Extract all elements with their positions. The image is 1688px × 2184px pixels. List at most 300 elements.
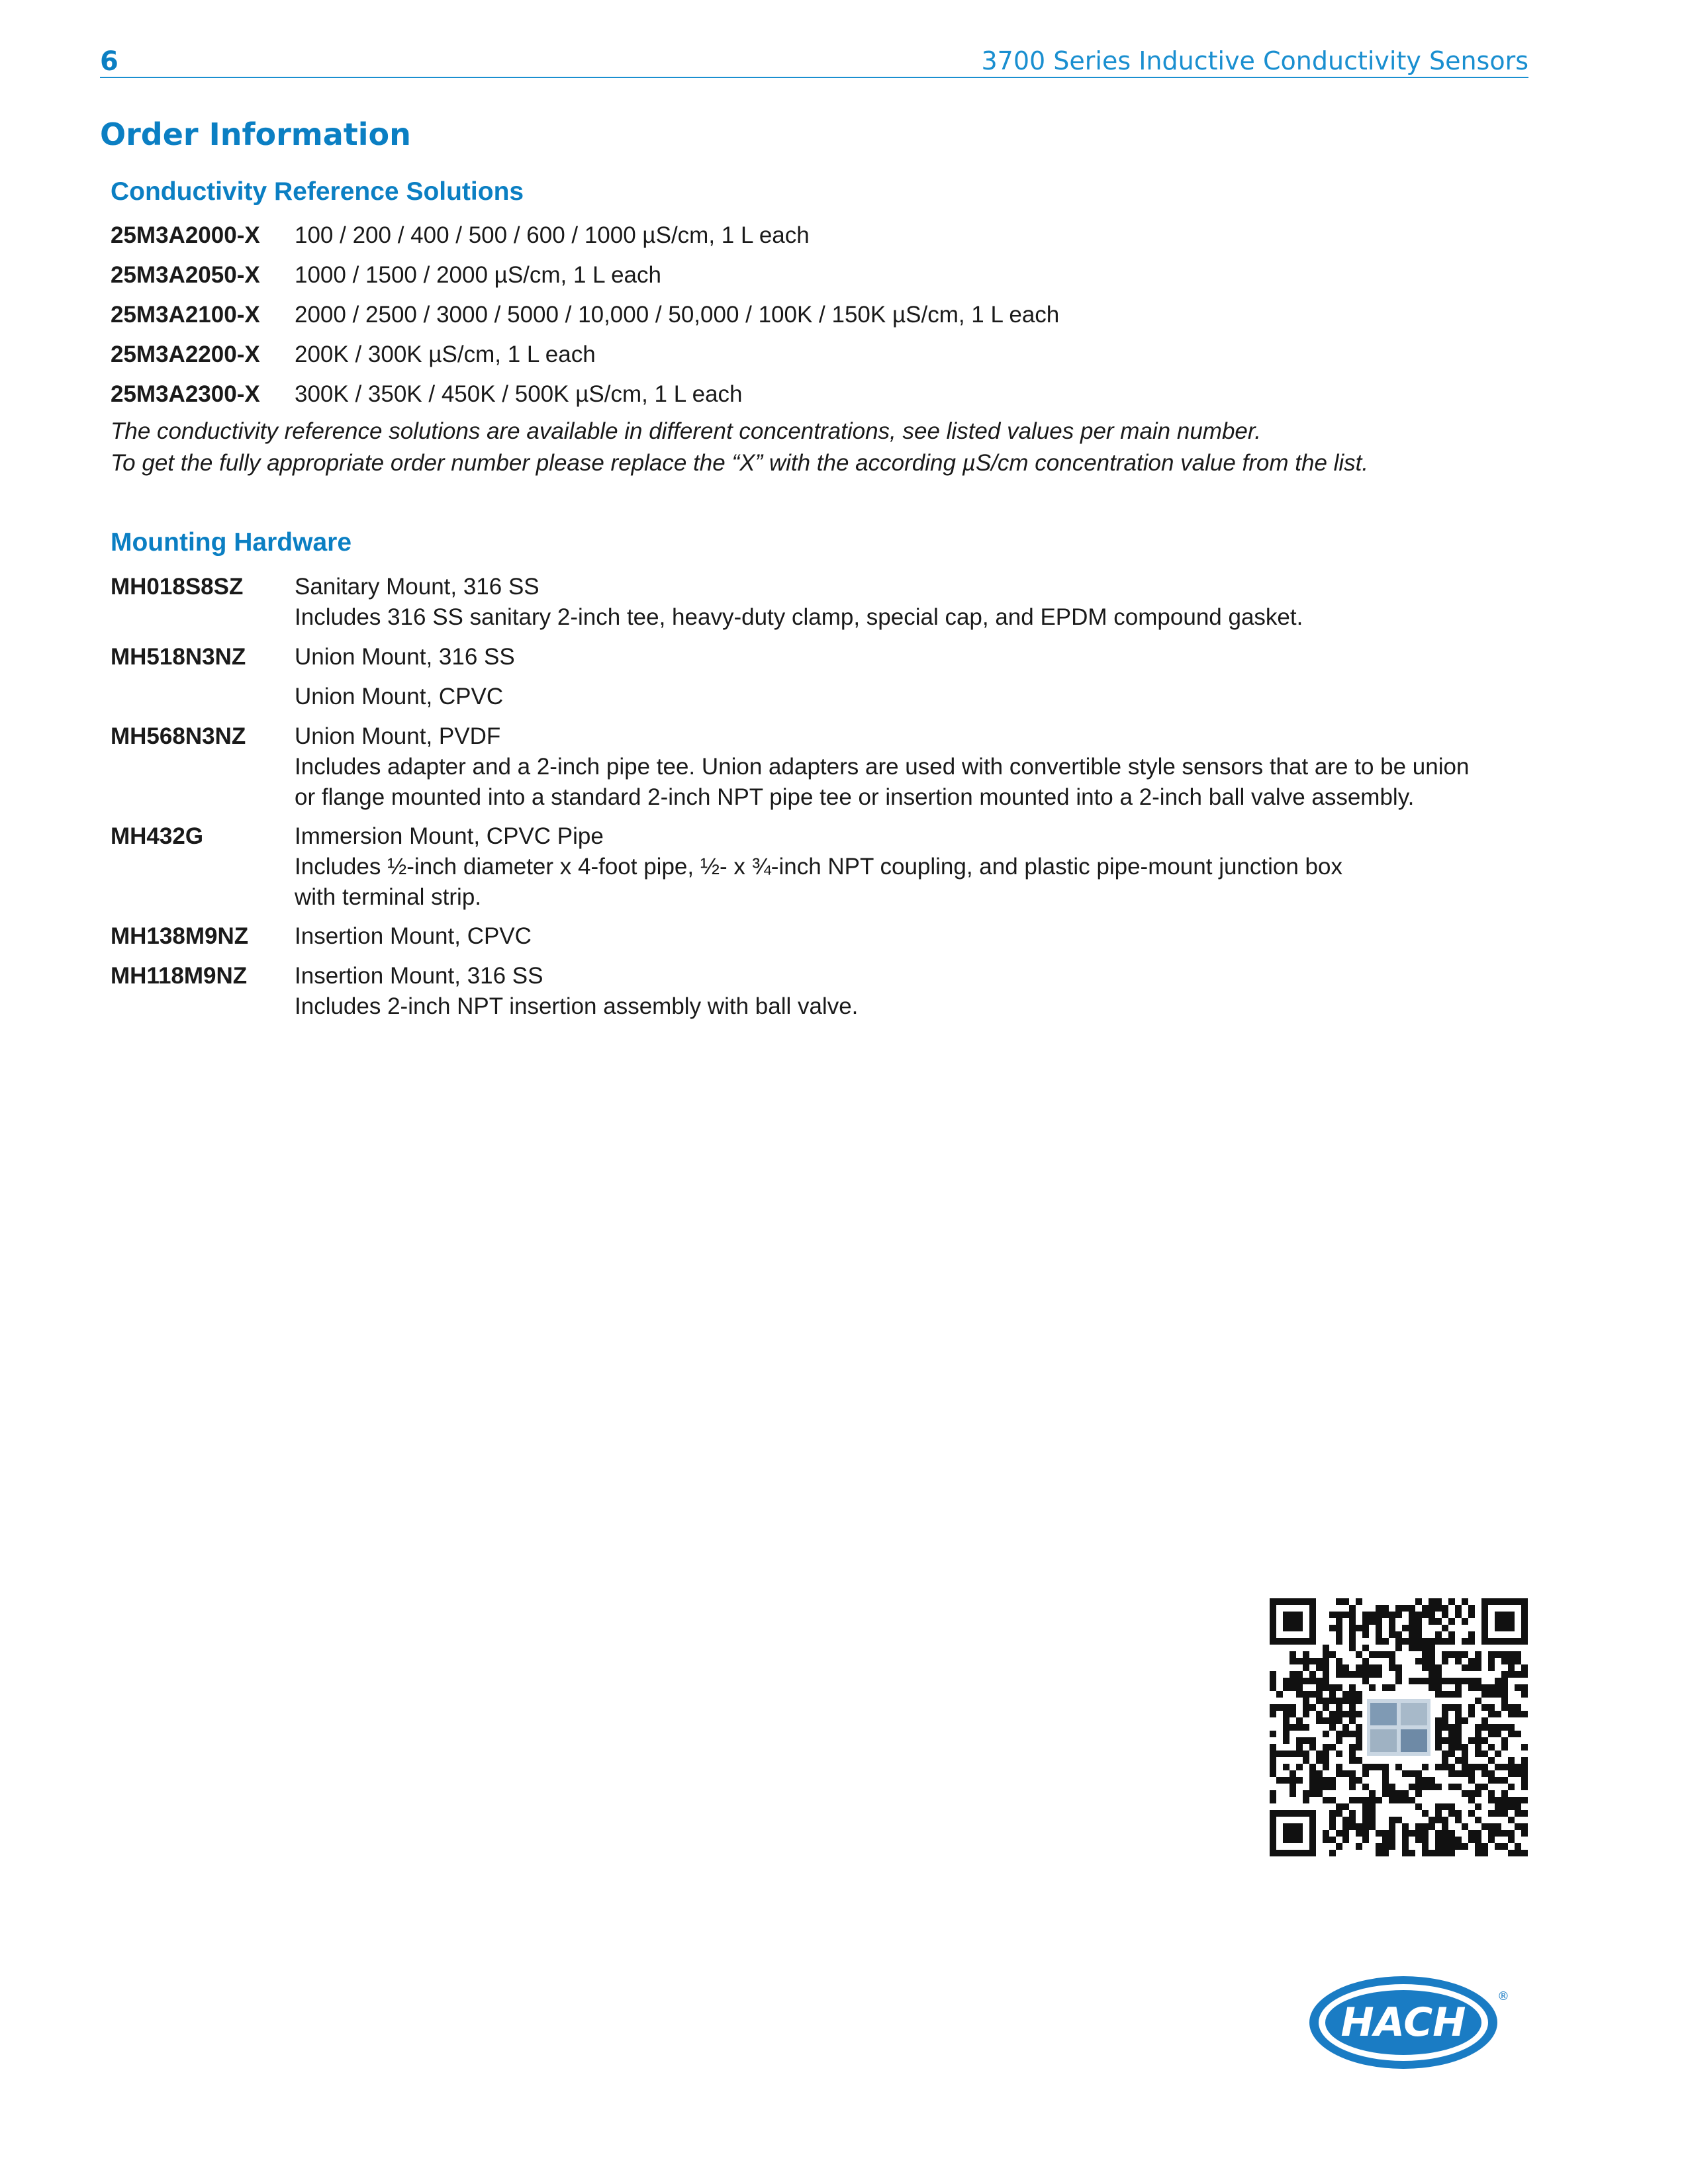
- hach-logo: [1307, 1972, 1513, 2071]
- qr-module: [1415, 1612, 1422, 1618]
- qr-module: [1395, 1797, 1402, 1803]
- qr-module: [1303, 1691, 1309, 1698]
- qr-module: [1402, 1790, 1409, 1797]
- qr-module: [1475, 1724, 1481, 1731]
- qr-module: [1409, 1631, 1415, 1638]
- qr-module: [1488, 1691, 1495, 1698]
- qr-module: [1402, 1605, 1409, 1612]
- qr-module: [1415, 1625, 1422, 1631]
- qr-module: [1442, 1691, 1448, 1698]
- qr-module: [1415, 1658, 1422, 1664]
- qr-module: [1422, 1830, 1429, 1837]
- qr-module: [1422, 1612, 1429, 1618]
- qr-module: [1422, 1810, 1429, 1817]
- qr-module: [1468, 1658, 1475, 1664]
- qr-module: [1276, 1691, 1283, 1698]
- qr-module: [1289, 1704, 1296, 1711]
- qr-module: [1508, 1704, 1515, 1711]
- order-code: 25M3A2300-X: [111, 381, 260, 407]
- qr-module: [1369, 1797, 1376, 1803]
- qr-module: [1389, 1797, 1395, 1803]
- qr-module: [1435, 1810, 1442, 1817]
- qr-module: [1501, 1651, 1508, 1658]
- qr-module: [1422, 1764, 1429, 1770]
- qr-module: [1495, 1684, 1501, 1691]
- qr-module: [1435, 1717, 1442, 1724]
- qr-module: [1495, 1751, 1501, 1757]
- qr-module: [1481, 1751, 1488, 1757]
- qr-module: [1515, 1850, 1521, 1856]
- qr-module: [1336, 1803, 1342, 1810]
- qr-module: [1296, 1737, 1303, 1744]
- qr-module: [1303, 1651, 1309, 1658]
- qr-module: [1349, 1605, 1356, 1612]
- qr-module: [1389, 1618, 1395, 1625]
- qr-module: [1356, 1731, 1362, 1737]
- qr-module: [1435, 1598, 1442, 1605]
- qr-module: [1501, 1678, 1508, 1684]
- qr-module: [1323, 1651, 1329, 1658]
- qr-module: [1442, 1658, 1448, 1664]
- qr-module: [1475, 1790, 1481, 1797]
- qr-module: [1462, 1638, 1468, 1645]
- qr-module: [1409, 1625, 1415, 1631]
- qr-module: [1289, 1671, 1296, 1678]
- qr-module: [1276, 1751, 1283, 1757]
- qr-module: [1468, 1764, 1475, 1770]
- qr-module: [1309, 1737, 1316, 1744]
- qr-module: [1435, 1817, 1442, 1823]
- qr-module: [1429, 1684, 1435, 1691]
- qr-module: [1362, 1664, 1369, 1671]
- qr-module: [1270, 1751, 1276, 1757]
- qr-module: [1395, 1671, 1402, 1678]
- qr-module: [1336, 1598, 1342, 1605]
- qr-module: [1349, 1784, 1356, 1790]
- qr-module: [1349, 1777, 1356, 1784]
- qr-module: [1429, 1618, 1435, 1625]
- qr-module: [1329, 1625, 1336, 1631]
- qr-module: [1495, 1691, 1501, 1698]
- qr-module: [1356, 1737, 1362, 1744]
- qr-module: [1356, 1625, 1362, 1631]
- qr-module: [1296, 1671, 1303, 1678]
- qr-module: [1508, 1658, 1515, 1664]
- qr-module: [1442, 1803, 1448, 1810]
- qr-module: [1475, 1731, 1481, 1737]
- qr-module: [1296, 1777, 1303, 1784]
- qr-module: [1289, 1790, 1296, 1797]
- qr-module: [1495, 1724, 1501, 1731]
- qr-module: [1495, 1810, 1501, 1817]
- qr-module: [1468, 1605, 1475, 1612]
- qr-module: [1475, 1837, 1481, 1843]
- qr-module: [1323, 1837, 1329, 1843]
- qr-module: [1356, 1664, 1362, 1671]
- qr-module: [1455, 1770, 1462, 1777]
- order-description: [295, 572, 1303, 633]
- qr-module: [1422, 1658, 1429, 1664]
- qr-module: [1515, 1671, 1521, 1678]
- qr-module: [1488, 1777, 1495, 1784]
- qr-module: [1369, 1764, 1376, 1770]
- qr-module: [1455, 1658, 1462, 1664]
- qr-module: [1309, 1764, 1316, 1770]
- qr-module: [1448, 1784, 1455, 1790]
- qr-module: [1316, 1717, 1323, 1724]
- qr-module: [1435, 1618, 1442, 1625]
- qr-module: [1342, 1671, 1349, 1678]
- qr-module: [1435, 1830, 1442, 1837]
- qr-module: [1495, 1830, 1501, 1837]
- qr-module: [1521, 1671, 1528, 1678]
- qr-module: [1316, 1678, 1323, 1684]
- qr-module: [1342, 1817, 1349, 1823]
- qr-module: [1356, 1671, 1362, 1678]
- qr-module: [1336, 1751, 1342, 1757]
- qr-module: [1402, 1843, 1409, 1850]
- qr-module: [1296, 1744, 1303, 1751]
- qr-module: [1389, 1612, 1395, 1618]
- qr-module: [1409, 1770, 1415, 1777]
- qr-module: [1329, 1744, 1336, 1751]
- qr-module: [1323, 1704, 1329, 1711]
- qr-module: [1521, 1850, 1528, 1856]
- qr-module: [1336, 1664, 1342, 1671]
- qr-module: [1389, 1790, 1395, 1797]
- qr-module: [1501, 1684, 1508, 1691]
- registered-mark: ®: [1497, 1989, 1509, 2003]
- qr-module: [1495, 1731, 1501, 1737]
- qr-module: [1303, 1751, 1309, 1757]
- qr-module: [1415, 1598, 1422, 1605]
- qr-module: [1448, 1638, 1455, 1645]
- qr-module: [1455, 1691, 1462, 1698]
- qr-module: [1336, 1737, 1342, 1744]
- qr-module: [1402, 1823, 1409, 1830]
- qr-module: [1283, 1724, 1289, 1731]
- qr-module: [1475, 1678, 1481, 1684]
- qr-module: [1316, 1770, 1323, 1777]
- qr-module: [1389, 1843, 1395, 1850]
- qr-module: [1442, 1651, 1448, 1658]
- qr-module: [1448, 1704, 1455, 1711]
- qr-module: [1508, 1711, 1515, 1717]
- qr-module: [1481, 1850, 1488, 1856]
- qr-module: [1329, 1684, 1336, 1691]
- order-description: [295, 682, 503, 712]
- qr-module: [1442, 1717, 1448, 1724]
- qr-module: [1422, 1605, 1429, 1612]
- qr-module: [1495, 1823, 1501, 1830]
- qr-module: [1448, 1843, 1455, 1850]
- qr-module: [1289, 1751, 1296, 1757]
- qr-module: [1521, 1797, 1528, 1803]
- qr-module: [1382, 1777, 1389, 1784]
- qr-module: [1323, 1797, 1329, 1803]
- qr-module: [1342, 1837, 1349, 1843]
- qr-module: [1362, 1678, 1369, 1684]
- qr-module: [1329, 1711, 1336, 1717]
- qr-module: [1389, 1784, 1395, 1790]
- qr-module: [1429, 1658, 1435, 1664]
- qr-module: [1382, 1830, 1389, 1837]
- qr-module: [1362, 1618, 1369, 1625]
- qr-module: [1468, 1830, 1475, 1837]
- qr-module: [1336, 1638, 1342, 1645]
- qr-module: [1442, 1711, 1448, 1717]
- qr-module: [1389, 1684, 1395, 1691]
- qr-module: [1501, 1737, 1508, 1744]
- qr-module: [1395, 1638, 1402, 1645]
- qr-module: [1442, 1830, 1448, 1837]
- qr-module: [1296, 1684, 1303, 1691]
- description-line: Includes 316 SS sanitary 2-inch tee, heavy-duty clamp, special cap, and EPDM compound gasket.: [295, 604, 1303, 630]
- qr-module: [1475, 1817, 1481, 1823]
- qr-module: [1270, 1790, 1276, 1797]
- qr-module: [1376, 1618, 1382, 1625]
- qr-module: [1356, 1711, 1362, 1717]
- qr-module: [1376, 1843, 1382, 1850]
- qr-module: [1475, 1803, 1481, 1810]
- qr-module: [1415, 1784, 1422, 1790]
- qr-module: [1349, 1797, 1356, 1803]
- qr-module: [1435, 1631, 1442, 1638]
- qr-module: [1323, 1764, 1329, 1770]
- qr-module: [1488, 1704, 1495, 1711]
- qr-module: [1475, 1698, 1481, 1704]
- qr-module: [1329, 1691, 1336, 1698]
- qr-module: [1376, 1638, 1382, 1645]
- qr-module: [1515, 1810, 1521, 1817]
- qr-module: [1455, 1612, 1462, 1618]
- qr-module: [1402, 1625, 1409, 1631]
- qr-module: [1475, 1764, 1481, 1770]
- qr-module: [1309, 1671, 1316, 1678]
- qr-module: [1303, 1678, 1309, 1684]
- qr-module: [1289, 1651, 1296, 1658]
- qr-module: [1415, 1823, 1422, 1830]
- qr-module: [1515, 1770, 1521, 1777]
- qr-module: [1349, 1638, 1356, 1645]
- order-code: MH518N3NZ: [111, 644, 246, 670]
- qr-module: [1303, 1664, 1309, 1671]
- qr-module: [1336, 1612, 1342, 1618]
- qr-module: [1455, 1731, 1462, 1737]
- qr-module: [1455, 1810, 1462, 1817]
- qr-module: [1429, 1823, 1435, 1830]
- qr-module: [1316, 1757, 1323, 1764]
- qr-module: [1389, 1658, 1395, 1664]
- qr-module: [1270, 1704, 1276, 1711]
- qr-module: [1521, 1810, 1528, 1817]
- qr-module: [1501, 1704, 1508, 1711]
- qr-module: [1270, 1744, 1276, 1751]
- qr-module: [1303, 1698, 1309, 1704]
- qr-module: [1309, 1784, 1316, 1790]
- qr-module: [1508, 1764, 1515, 1770]
- qr-module: [1501, 1671, 1508, 1678]
- qr-module: [1336, 1711, 1342, 1717]
- qr-module: [1342, 1724, 1349, 1731]
- qr-module: [1402, 1770, 1409, 1777]
- qr-module: [1362, 1810, 1369, 1817]
- qr-module: [1276, 1704, 1283, 1711]
- qr-module: [1349, 1817, 1356, 1823]
- qr-module: [1349, 1671, 1356, 1678]
- qr-module: [1389, 1625, 1395, 1631]
- qr-module: [1455, 1837, 1462, 1843]
- description-line: Includes adapter and a 2-inch pipe tee. Union adapters are used with convertible style sensors that are to be union: [295, 754, 1470, 780]
- qr-module: [1349, 1744, 1356, 1751]
- qr-module: [1422, 1664, 1429, 1671]
- qr-module: [1336, 1764, 1342, 1770]
- qr-module: [1501, 1744, 1508, 1751]
- description-line: Union Mount, 316 SS: [295, 644, 515, 670]
- qr-module: [1336, 1658, 1342, 1664]
- qr-module: [1336, 1770, 1342, 1777]
- qr-module: [1448, 1751, 1455, 1757]
- qr-module: [1349, 1631, 1356, 1638]
- qr-module: [1481, 1823, 1488, 1830]
- qr-module: [1362, 1625, 1369, 1631]
- qr-module: [1382, 1850, 1389, 1856]
- qr-module: [1442, 1704, 1448, 1711]
- reference-solutions-heading: Conductivity Reference Solutions: [111, 177, 524, 206]
- qr-module: [1435, 1678, 1442, 1684]
- qr-module: [1429, 1817, 1435, 1823]
- qr-module: [1342, 1830, 1349, 1837]
- qr-module: [1349, 1704, 1356, 1711]
- qr-module: [1415, 1678, 1422, 1684]
- page-header: [100, 42, 1528, 78]
- order-code: 25M3A2000-X: [111, 222, 260, 248]
- qr-module: [1376, 1764, 1382, 1770]
- qr-module: [1448, 1803, 1455, 1810]
- qr-module: [1369, 1817, 1376, 1823]
- qr-module: [1481, 1770, 1488, 1777]
- qr-module: [1508, 1817, 1515, 1823]
- qr-module: [1289, 1770, 1296, 1777]
- qr-module: [1402, 1638, 1409, 1645]
- qr-module: [1468, 1777, 1475, 1784]
- qr-module: [1435, 1664, 1442, 1671]
- qr-module: [1309, 1770, 1316, 1777]
- qr-module: [1409, 1678, 1415, 1684]
- qr-module: [1521, 1823, 1528, 1830]
- qr-module: [1455, 1724, 1462, 1731]
- qr-module: [1349, 1698, 1356, 1704]
- qr-module: [1508, 1664, 1515, 1671]
- order-description: 200K / 300K µS/cm, 1 L each: [295, 341, 596, 367]
- qr-module: [1329, 1717, 1336, 1724]
- qr-module: [1409, 1638, 1415, 1645]
- qr-module: [1329, 1784, 1336, 1790]
- qr-module: [1356, 1843, 1362, 1850]
- qr-module: [1349, 1823, 1356, 1830]
- qr-module: [1382, 1612, 1389, 1618]
- qr-module: [1382, 1684, 1389, 1691]
- qr-module: [1376, 1612, 1382, 1618]
- qr-module: [1362, 1837, 1369, 1843]
- qr-module: [1323, 1684, 1329, 1691]
- qr-module: [1435, 1837, 1442, 1843]
- qr-module: [1402, 1830, 1409, 1837]
- order-description: [295, 921, 532, 952]
- qr-module: [1369, 1790, 1376, 1797]
- qr-module: [1395, 1790, 1402, 1797]
- qr-module: [1415, 1645, 1422, 1651]
- qr-module: [1283, 1731, 1289, 1737]
- qr-module: [1508, 1770, 1515, 1777]
- qr-module: [1362, 1830, 1369, 1837]
- qr-module: [1270, 1797, 1276, 1803]
- qr-module: [1342, 1803, 1349, 1810]
- reference-solutions-note: [111, 416, 1368, 479]
- qr-module: [1521, 1711, 1528, 1717]
- qr-module: [1362, 1823, 1369, 1830]
- order-code: MH018S8SZ: [111, 574, 244, 600]
- qr-module: [1336, 1717, 1342, 1724]
- qr-module: [1270, 1731, 1276, 1737]
- qr-module: [1455, 1717, 1462, 1724]
- qr-module: [1501, 1764, 1508, 1770]
- qr-module: [1442, 1605, 1448, 1612]
- qr-module: [1303, 1704, 1309, 1711]
- qr-module: [1323, 1731, 1329, 1737]
- qr-module: [1462, 1764, 1468, 1770]
- qr-module: [1475, 1664, 1481, 1671]
- qr-module: [1422, 1638, 1429, 1645]
- qr-module: [1521, 1764, 1528, 1770]
- qr-module: [1376, 1797, 1382, 1803]
- qr-module: [1356, 1797, 1362, 1803]
- qr-module: [1382, 1764, 1389, 1770]
- qr-module: [1289, 1678, 1296, 1684]
- qr-module: [1422, 1645, 1429, 1651]
- qr-module: [1455, 1757, 1462, 1764]
- qr-module: [1323, 1678, 1329, 1684]
- qr-module: [1415, 1777, 1422, 1784]
- qr-module: [1409, 1784, 1415, 1790]
- qr-module: [1323, 1717, 1329, 1724]
- qr-module: [1316, 1711, 1323, 1717]
- qr-module: [1409, 1797, 1415, 1803]
- qr-module: [1323, 1664, 1329, 1671]
- qr-module: [1521, 1691, 1528, 1698]
- order-description: 300K / 350K / 450K / 500K µS/cm, 1 L each: [295, 381, 743, 407]
- qr-module: [1448, 1810, 1455, 1817]
- qr-module: [1336, 1684, 1342, 1691]
- qr-code-icon[interactable]: [1270, 1598, 1528, 1856]
- qr-module: [1356, 1598, 1362, 1605]
- qr-module: [1323, 1658, 1329, 1664]
- qr-module: [1515, 1711, 1521, 1717]
- qr-module: [1435, 1605, 1442, 1612]
- qr-module: [1356, 1757, 1362, 1764]
- qr-module: [1442, 1724, 1448, 1731]
- qr-module: [1336, 1810, 1342, 1817]
- qr-module: [1488, 1810, 1495, 1817]
- qr-module: [1468, 1737, 1475, 1744]
- qr-module: [1442, 1678, 1448, 1684]
- qr-module: [1468, 1810, 1475, 1817]
- qr-module: [1468, 1678, 1475, 1684]
- qr-module: [1362, 1764, 1369, 1770]
- qr-module: [1342, 1612, 1349, 1618]
- qr-module: [1435, 1737, 1442, 1744]
- qr-module: [1508, 1724, 1515, 1731]
